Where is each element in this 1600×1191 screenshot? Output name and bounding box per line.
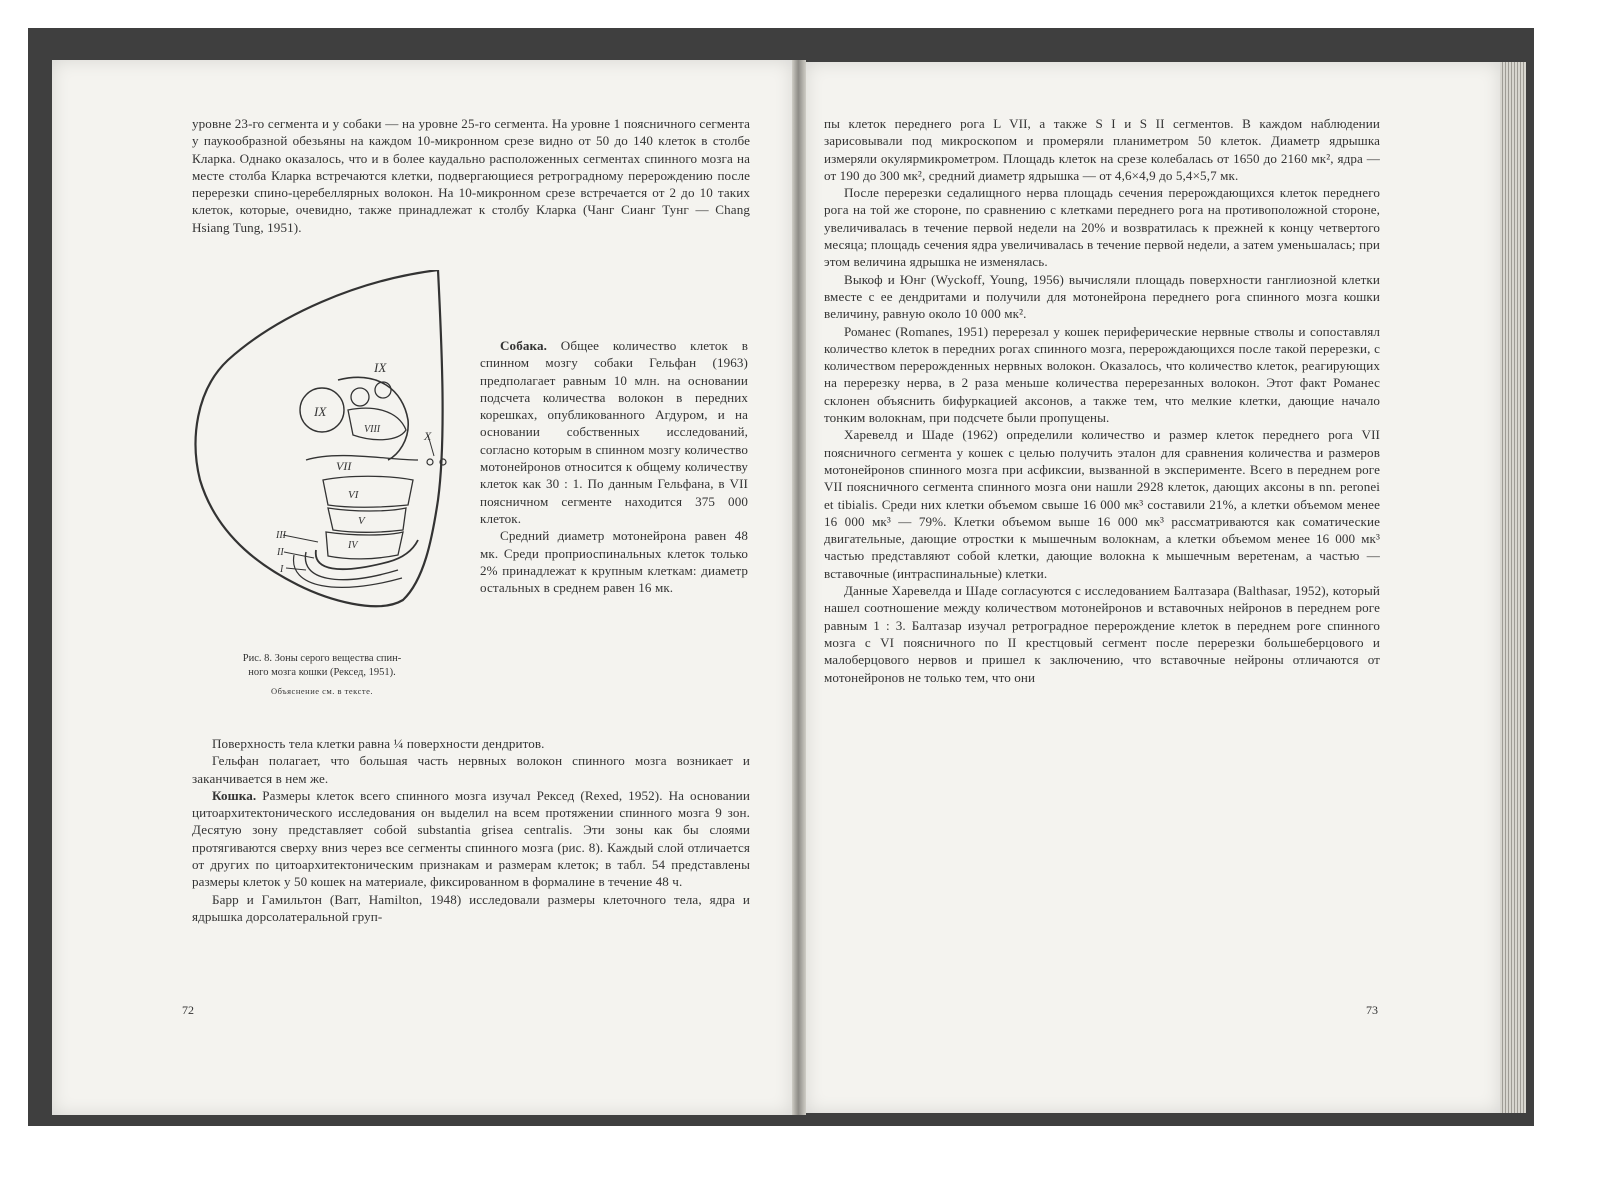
cat-heading: Кошка. — [212, 787, 257, 803]
label-vii: VII — [336, 459, 352, 473]
right-paragraph-2: После перерезки седалищного нерва площадь сечения перерождающихся клеток переднего рога на той же стороне, по сравнению с клетками переднего рога на противоположной стороне, увеличивалась в течение первой недели на 20% и возвратилась к прежней к концу четвертого месяца; площадь сечения ядра увеличивалась в течение первой недели, а затем уменьшалась; при этом величина ядрышка не изменялась. — [824, 185, 1380, 270]
page-edges — [1500, 62, 1526, 1113]
zone-i — [305, 552, 398, 580]
caption-line-1: Рис. 8. Зоны серого вещества спин- — [242, 653, 402, 664]
left-top-paragraph — [192, 115, 750, 236]
right-paragraph-4: Романес (Romanes, 1951) перерезал у кошек периферические нервные стволы и сопоставлял количество клеток в передних рогах спинного мозга, перерождающихся после такой перерезки, с количеством перерожденных нервных волокон. Оказалось, что количество клеток, реагирующих на перерезку нерва, в 2 раза меньше количества перерезанных волокон. Этот факт Романес склонен объяснить бифуркацией аксонов, а также тем, что мелкие клетки, дающие начало тонким волокнам, при подсчете были пропущены. — [824, 323, 1380, 426]
right-paragraph-3: Выкоф и Юнг (Wyckoff, Young, 1956) вычисляли площадь поверхности ганглиозной клетки вместе с ее дендритами и получили для мотонейрона переднего рога спинного мозга кошки величину, равную около 10 000 мк². — [824, 271, 1380, 322]
zone-v — [328, 508, 406, 532]
left-page-number: 72 — [182, 1003, 194, 1017]
caption-note: Объяснение см. в тексте. — [271, 686, 373, 696]
right-text — [824, 115, 1380, 686]
zone-iv — [326, 532, 403, 559]
left-paragraph-1: уровне 23-го сегмента и у собаки — на уровне 25-го сегмента. На уровне 1 поясничного сегмента у паукообразной обезьяны на каждом 10-микронном срезе видно от 50 до 140 клеток в столбе Кларка. Однако оказалось, что и в более каудально расположенных сегментах спинного мозга на месте столба Кларка встречаются клетки, подвергающиеся ретроградному перерождению после перерезки спино-церебеллярных волокон. На 10-микронном срезе встречается от 2 до 10 таких клеток, которые, очевидно, также принадлежат к столбу Кларка (Чанг Сианг Тунг — Chang Hsiang Tung, 1951). — [192, 116, 750, 235]
label-ix: IX — [314, 404, 327, 419]
zone-iii-ii — [316, 540, 418, 569]
label-iii: III — [276, 530, 286, 541]
label-viii: VIII — [364, 424, 381, 435]
barr-paragraph: Барр и Гамильтон (Barr, Hamilton, 1948) исследовали размеры клеточного тела, ядра и ядрышка дорсолатеральной груп- — [192, 891, 750, 924]
label-x: X — [424, 429, 432, 443]
label-ix-top: IX — [374, 360, 387, 375]
caption-line-2: ного мозга кошки (Рексед, 1951). — [248, 667, 396, 678]
right-paragraph-5: Харевелд и Шаде (1962) определили количество и размер клеток переднего рога VII поясничного сегмента у кошек с целью получить эталон для сравнения количества и размеров мотонейронов спинного мозга при асфиксии, вызванной в эксперименте. Всего в переднем роге VII поясничного сегмента спинного мозга они нашли 2928 клеток, дающих аксоны в nn. peronei et tibialis. Среди них клетки объемом свыше 16 000 мк³ составили 21%, а клетки объемом менее 16 000 мк³ — 79%. Клетки объемом выше 16 000 мк³ рассматриваются как соматические двигательные, дающие отростки к мышечным волокнам, а клетки объемом менее 16 000 мк³ частью представляют собой клетки, дающие волокна к мышечным веретенам, а частью — вставочные (интраспинальные) клетки. — [824, 427, 1380, 581]
label-ii: II — [277, 547, 284, 558]
dog-text-2: Средний диаметр мотонейрона равен 48 мк. Среди проприоспинальных клеток только 2% принадлежат к крупным клеткам: диаметр остальных в среднем равен 16 мк. — [480, 528, 748, 596]
label-vi: VI — [348, 489, 359, 501]
right-paragraph-1: пы клеток переднего рога L VII, а также S I и S II сегментов. В каждом наблюдении зарисовывали под микроскопом и промеряли планиметром 50 клеток. Диаметр ядрышка измеряли окулярмикрометром. Площадь клеток на срезе колебалась от 1650 до 2160 мк², ядра — от 190 до 300 мк², средний диаметр ядрышка — от 4,6×4,9 до 5,4×5,7 мк. — [824, 116, 1380, 183]
dog-text: Общее количество клеток в спинном мозгу собаки Гельфан (1963) предполагает равным 10 млн. на основании подсчета количества волокон в передних корешках, опубликованного Агдуром, и на основании собственных исследований, согласно которым в спинном мозгу количество мотонейронов относится к общему количеству клеток как 30 : 1. По данным Гельфана, в VII поясничном сегменте находится 375 000 клеток. — [480, 338, 749, 526]
label-iv: IV — [348, 540, 358, 551]
left-side-column — [480, 285, 748, 596]
spinal-cord-zones-figure — [188, 270, 458, 650]
cat-text: Размеры клеток всего спинного мозга изучал Рексед (Rexed, 1952). На основании цитоархитектонического исследования он выделил на всем протяжении спинного мозга 9 зон. Десятую зону представляет собой substantia grisea centralis. Эти зоны как бы слоями протягиваются сверху вниз через все сегменты спинного мозга (рис. 8). Каждый слой отличается от других по цитоархитектоническим признакам и размерам клеток; в табл. 54 представлены размеры клеток у 50 кошек на материале, фиксированном в формалине в течение 48 ч. — [192, 787, 751, 890]
zone-ix-circle-3 — [375, 382, 391, 398]
right-page-number: 73 — [1366, 1003, 1378, 1017]
label-i: I — [280, 564, 284, 575]
gelfan-paragraph: Гельфан полагает, что большая часть нервных волокон спинного мозга возникает и заканчивается в нем же. — [192, 753, 750, 786]
zone-boundary-vii — [306, 456, 418, 460]
zone-ix-circle-2 — [351, 388, 369, 406]
surface-paragraph: Поверхность тела клетки равна ¼ поверхности дендритов. — [212, 736, 545, 751]
dog-heading: Собака. — [500, 338, 547, 353]
right-paragraph-6: Данные Харевелда и Шаде согласуются с исследованием Балтазара (Balthasar, 1952), который нашел соотношение между количеством мотонейронов и вставочных нейронов в переднем роге равным 1 : 3. Балтазар изучал ретроградное перерождение клеток в переднем роге спинного мозга с VI поясничного по II крестцовый сегмент после перерезки большеберцового и малоберцового нервов и пришел к заключению, что вставочные нейроны отличаются от мотонейронов не только тем, что они — [824, 583, 1380, 685]
figure-caption — [182, 652, 462, 698]
zone-vi — [323, 476, 413, 507]
book-gutter — [792, 60, 806, 1115]
label-v: V — [358, 515, 365, 527]
left-bottom-text — [192, 735, 750, 925]
